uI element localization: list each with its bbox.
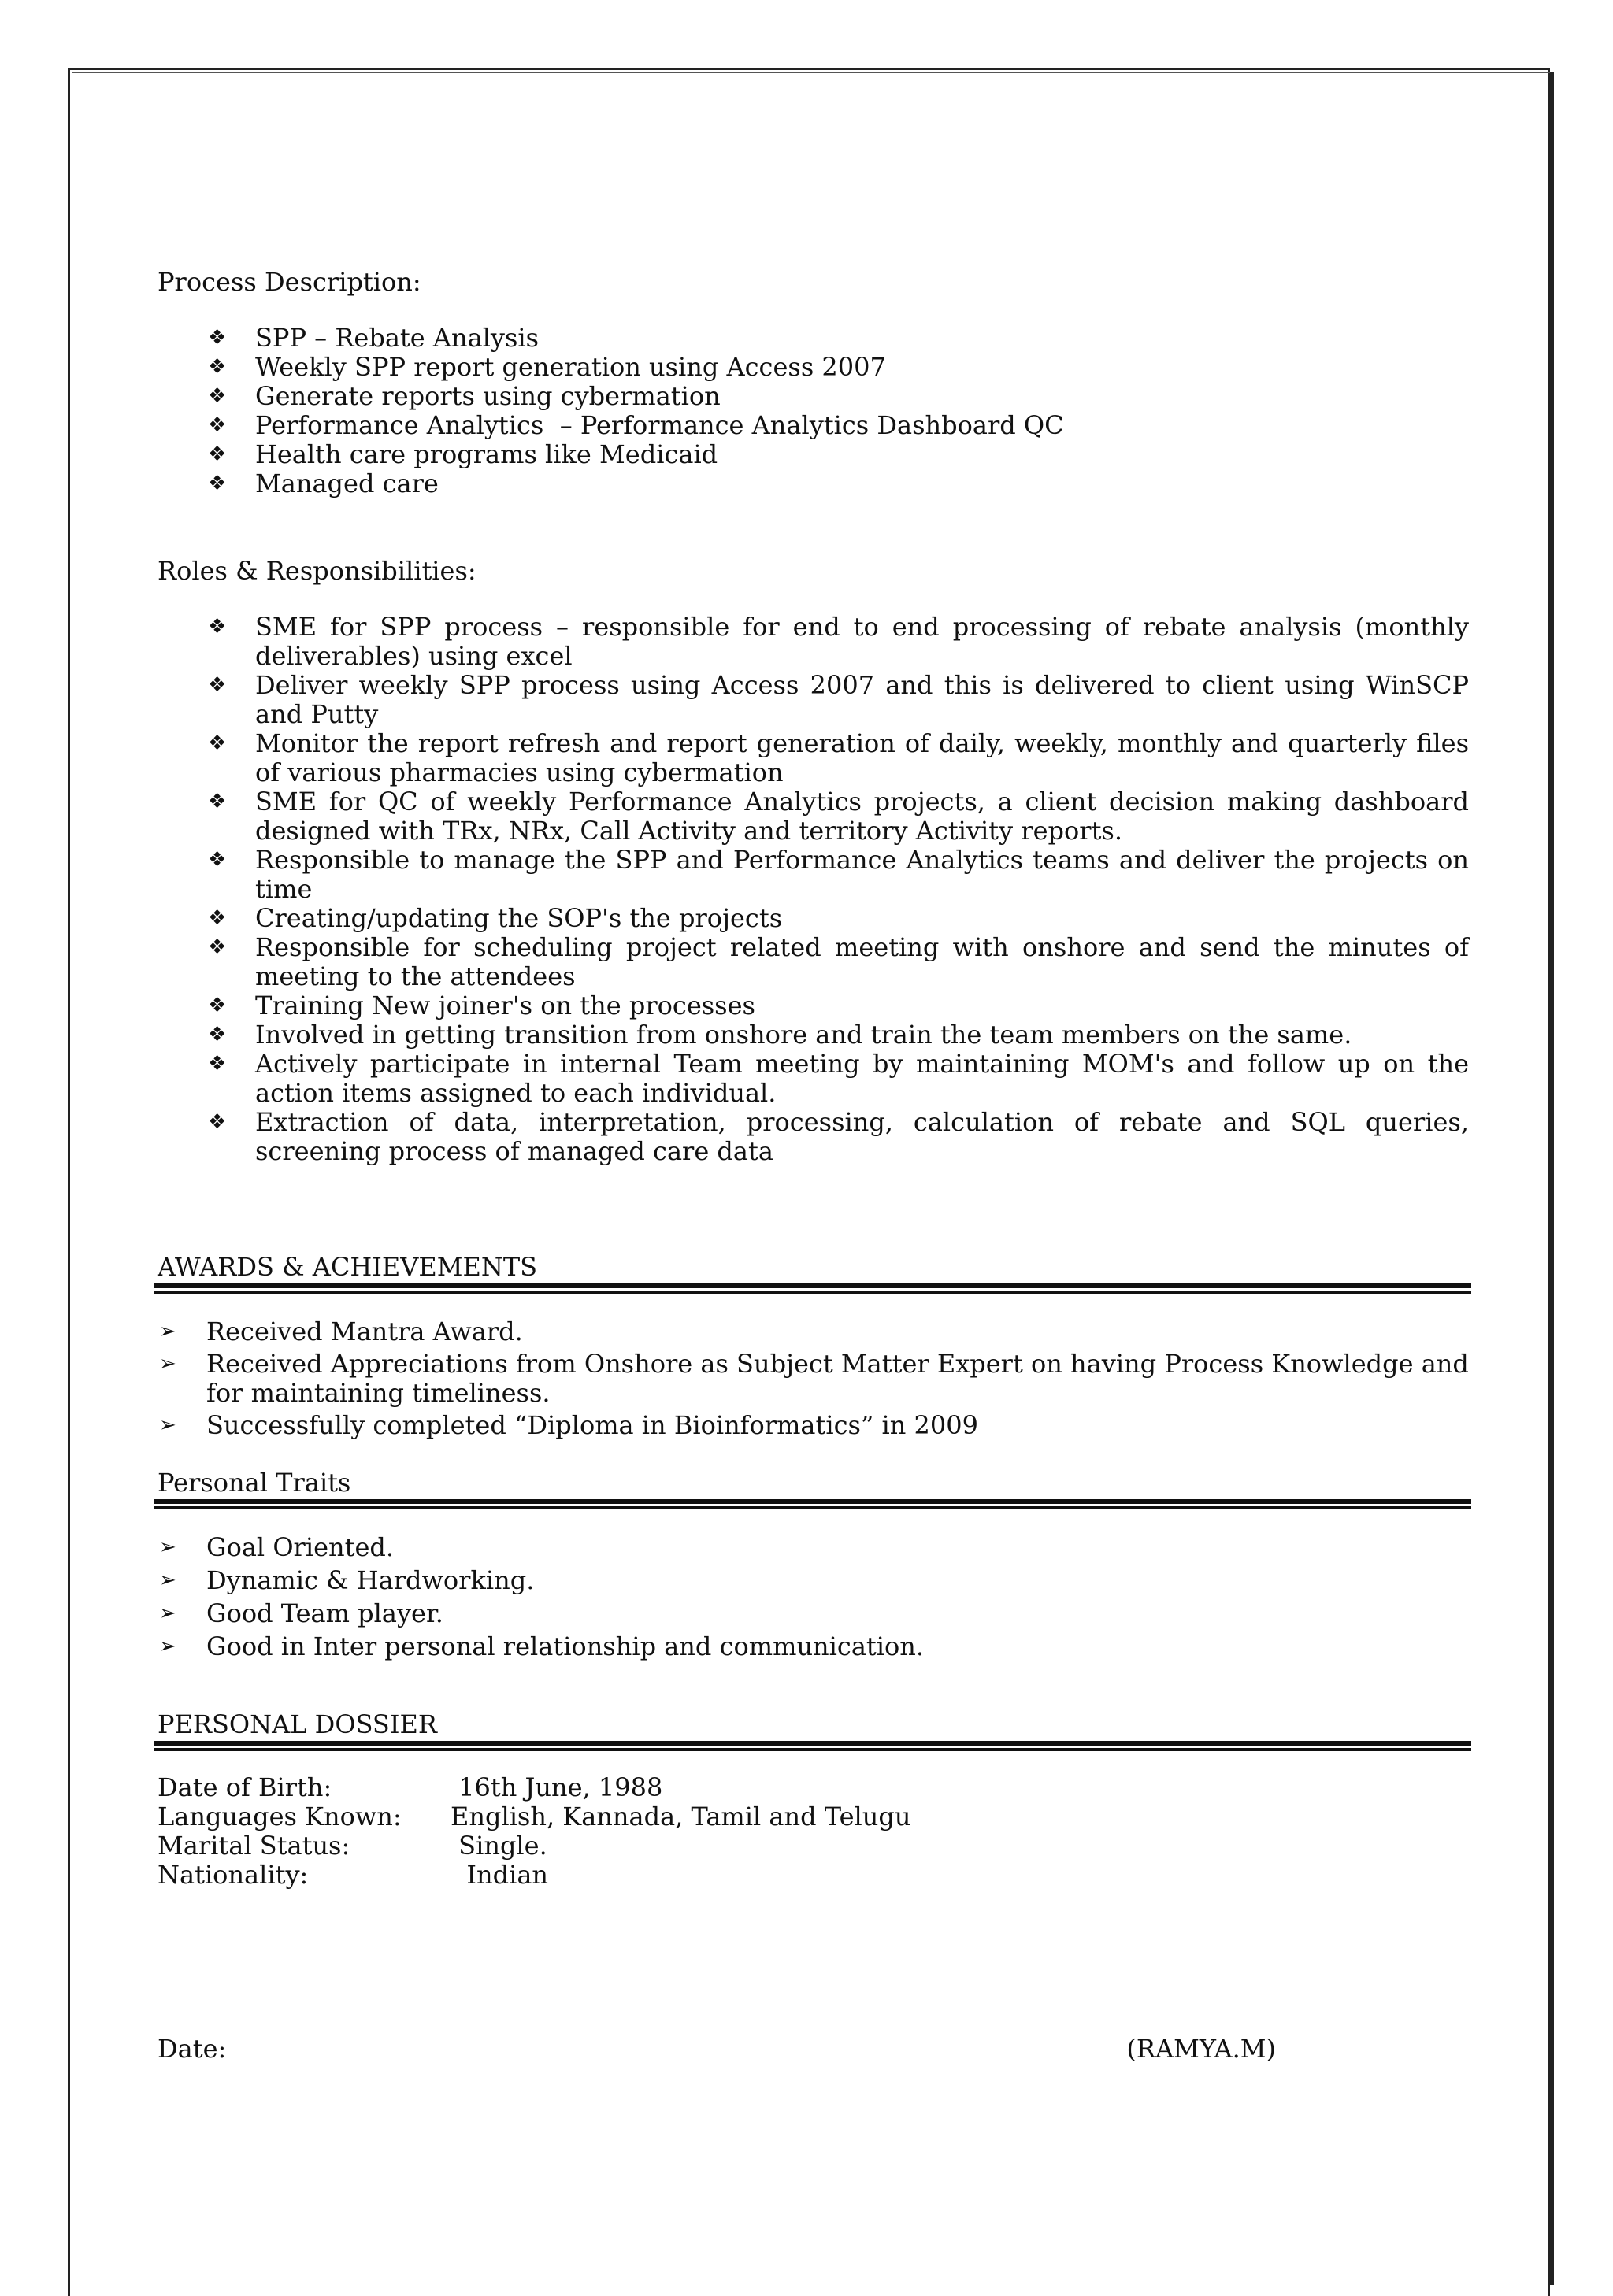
arrowhead-bullet-icon: ➢ (159, 1413, 176, 1437)
list-item: ❖ Monitor the report refresh and report generation of daily, weekly, monthly and quarterly files of various pharmacies using cybermation (208, 728, 1469, 787)
awards-list (158, 1317, 1469, 1440)
dossier-label: Nationality: (158, 1860, 309, 1890)
dossier-label: Marital Status: (158, 1831, 350, 1861)
process-description-list (158, 324, 1469, 498)
list-item: ➢ Good Team player. (159, 1598, 443, 1628)
dossier-heading: PERSONAL DOSSIER (158, 1709, 437, 1739)
diamond-bullet-icon: ❖ (208, 384, 227, 408)
awards-section-header (158, 1253, 1469, 1294)
diamond-bullet-icon: ❖ (208, 413, 227, 437)
diamond-bullet-icon: ❖ (208, 443, 227, 466)
diamond-bullet-icon: ❖ (208, 731, 227, 755)
page-border-inner (72, 72, 1550, 73)
arrowhead-bullet-icon: ➢ (159, 1535, 176, 1559)
list-item: ➢ Dynamic & Hardworking. (159, 1565, 535, 1595)
list-item: ➢ Good in Inter personal relationship and communication. (159, 1631, 925, 1661)
list-item: ❖ Managed care (208, 468, 439, 498)
roles-heading: Roles & Responsibilities: (158, 556, 476, 586)
list-item: ❖ Involved in getting transition from onshore and train the team members on the same. (208, 1020, 1352, 1050)
diamond-bullet-icon: ❖ (208, 355, 227, 379)
list-item: ➢ Successfully completed “Diploma in Bioinformatics” in 2009 (159, 1410, 978, 1440)
arrowhead-bullet-icon: ➢ (159, 1320, 176, 1343)
process-description-heading: Process Description: (158, 267, 421, 297)
section-divider (154, 1283, 1471, 1294)
diamond-bullet-icon: ❖ (208, 906, 227, 930)
list-item: ❖ SME for QC of weekly Performance Analytics projects, a client decision making dashboard designed with TRx, NRx, Call Activity and territory Activity reports. (208, 787, 1469, 846)
list-item: ❖ SPP – Rebate Analysis (208, 323, 540, 353)
diamond-bullet-icon: ❖ (208, 1023, 227, 1046)
diamond-bullet-icon: ❖ (208, 994, 227, 1017)
awards-heading: AWARDS & ACHIEVEMENTS (158, 1252, 538, 1282)
dossier-row-languages (158, 1802, 1469, 1831)
resume-content (158, 268, 1469, 2064)
dossier-table (158, 1773, 1469, 1890)
dossier-value: Indian (451, 1860, 548, 1890)
dossier-label: Date of Birth: (158, 1772, 332, 1802)
dossier-row-marital (158, 1831, 1469, 1861)
list-item: ❖ Responsible for scheduling project related meeting with onshore and send the minutes of meeting to the attendees (208, 932, 1469, 991)
arrowhead-bullet-icon: ➢ (159, 1352, 176, 1376)
dossier-row-dob (158, 1773, 1469, 1802)
list-item: ❖ SME for SPP process – responsible for end to end processing of rebate analysis (monthly deliverables) using excel (208, 612, 1469, 671)
diamond-bullet-icon: ❖ (208, 1110, 227, 1134)
diamond-bullet-icon: ❖ (208, 1052, 227, 1076)
section-divider (154, 1499, 1471, 1509)
roles-list (158, 613, 1469, 1166)
traits-section-header (158, 1468, 1469, 1509)
signature-name: (RAMYA.M) (1126, 2034, 1276, 2064)
list-item: ❖ Actively participate in internal Team meeting by maintaining MOM's and follow up on the action items assigned to each individual. (208, 1049, 1469, 1108)
diamond-bullet-icon: ❖ (208, 935, 227, 959)
traits-list (158, 1533, 1469, 1661)
diamond-bullet-icon: ❖ (208, 673, 227, 697)
traits-heading: Personal Traits (158, 1468, 351, 1498)
dossier-section-header (158, 1710, 1469, 1751)
list-item: ➢ Received Mantra Award. (159, 1316, 523, 1346)
diamond-bullet-icon: ❖ (208, 848, 227, 872)
diamond-bullet-icon: ❖ (208, 790, 227, 813)
section-divider (154, 1741, 1471, 1751)
dossier-value: Single. (451, 1831, 547, 1861)
dossier-label: Languages Known: (158, 1802, 402, 1831)
list-item: ➢ Goal Oriented. (159, 1532, 395, 1562)
list-item: ❖ Performance Analytics – Performance Analytics Dashboard QC (208, 410, 1064, 440)
arrowhead-bullet-icon: ➢ (159, 1568, 176, 1592)
signature-row (158, 2035, 1276, 2064)
list-item: ❖ Deliver weekly SPP process using Access 2007 and this is delivered to client using WinSCP and Putty (208, 670, 1469, 729)
list-item: ❖ Creating/updating the SOP's the projects (208, 903, 783, 933)
dossier-row-nationality (158, 1861, 1469, 1890)
list-item: ❖ Responsible to manage the SPP and Performance Analytics teams and deliver the projects on time (208, 845, 1469, 904)
list-item: ❖ Health care programs like Medicaid (208, 439, 718, 469)
list-item: ❖ Training New joiner's on the processes (208, 991, 755, 1020)
page-border-shadow (1550, 72, 1554, 2285)
diamond-bullet-icon: ❖ (208, 472, 227, 495)
list-item: ❖ Weekly SPP report generation using Access 2007 (208, 352, 886, 382)
diamond-bullet-icon: ❖ (208, 326, 227, 350)
date-label: Date: (158, 2034, 227, 2064)
diamond-bullet-icon: ❖ (208, 615, 227, 639)
arrowhead-bullet-icon: ➢ (159, 1602, 176, 1625)
list-item: ➢ Received Appreciations from Onshore as Subject Matter Expert on having Process Knowledge and for maintaining timeliness. (159, 1349, 1469, 1408)
dossier-value: 16th June, 1988 (451, 1772, 663, 1802)
list-item: ❖ Generate reports using cybermation (208, 381, 721, 411)
list-item: ❖ Extraction of data, interpretation, processing, calculation of rebate and SQL queries, screening process of managed care data (208, 1107, 1469, 1166)
dossier-value: English, Kannada, Tamil and Telugu (451, 1802, 911, 1831)
arrowhead-bullet-icon: ➢ (159, 1635, 176, 1658)
